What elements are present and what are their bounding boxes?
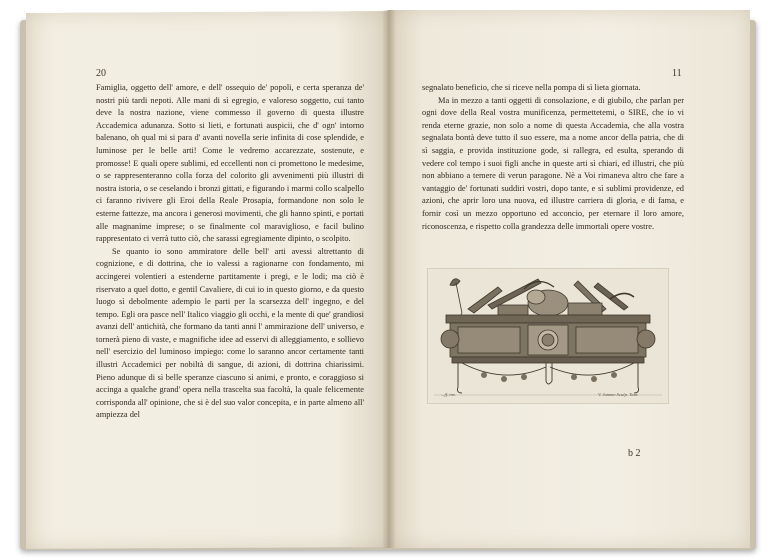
signature-mark: b 2 bbox=[628, 448, 641, 459]
right-paragraph-2: Ma in mezzo a tanti oggetti di consolazione, e di giubilo, che parlan per ogni dove della Real vostra munificenza, permettetemi, o SIRE, che io vi renda eterne grazie, non solo a nome di questa Accademia, che alla vostra segnalata bontà deve tutto il suo essere, ma a nome ancor della patria, che di sì saggia, e provida instituzione gode, si rallegra, ed esulta, sperando di vedere col tempo i suoi figli anche in queste arti sì chiari, ed illustri, che più non abbiano a temere di verun paragone. Nè a Voi rimaneva altro che fare a vantaggio de' fortunati suddiri vostri, dopo tante, e sì sublimi providenze, ed azioni, che aprir loro una nuova, ed illustre carriera di gloria, e di fama, e fornir così un mezzo opportuno ed acconcio, per eternare il loro amore, riconoscenza, e rispetto colla grandezza delle immortali opere vostre. bbox=[422, 95, 684, 231]
left-page-text bbox=[96, 82, 364, 422]
engraved-vignette bbox=[427, 268, 669, 404]
left-paragraph-1: Famiglia, oggetto dell' amore, e dell' ossequio de' popoli, e certa speranza de' nostri più tardi nepoti. Alle mani di sì egregio, e valoreso soggetto, cui tanto deve la nostra nazione, viene commesso il governo di questa illustre Accademica adunanza. Sotto si lieti, e fortunati auspicii, che d' ogn' intorno balenano, oh qual mi si para d' avanti novella serie infinita di cose splendide, e luminose per le belle arti! Come le vedremo accarezzate, sostenute, e promosse! E quali opere sublimi, ed eccellenti non ci promettono le medesime, o se rappresenteranno colla forza del colorito gli avvenimenti più illustri di nostra istoria, o se ceselando i bronzi gittati, e figurando i marmi collo scalpello ci faranno rivivere gli Eroi della Reale Prosapia, formandone non solo le esterne fattezze, ma ancora i generosi movimenti, che gli hanno spinti, e portati alle magnanime imprese; o se finalmente col maraviglioso, e facil bulino rappresentato ci verrà tutto ciò, che sarassi egregiamente dipinto, o scolpito. bbox=[96, 83, 364, 244]
left-paragraph-2: Se quanto io sono ammiratore delle bell' arti avessi altrettanto di cognizione, e di dottrina, che io valessi a ragionarne con fondamento, mi accingerei volentieri a estenderne partitamente i pregi, e le lodi; ma ciò è riservato a quel dotto, e gentil Cavaliere, di cui io in questo giorno, e da questo luogo sì debolmente adempio le parti per la scarsezza dell' ingegno, e del tempo. Egli ora pasce nell' Italico viaggio gli occhi, e la mente di que' grandiosi avanzi dell' antichità, che formano da tanti anni l' ammirazione dell' universo, e tornerà pieno di vaste, e magnifiche idee ad esservi di alleggiamento, e sollievo nell' esercizio del luminoso impiego: come lo saranno ancor certamente tanti illustri Accademici per nobiltà di sangue, di azioni, di dottrina chiarissimi. Pieno adunque di sì belle speranze ciascuno sì animi, e pronto, e coraggioso si accinga a qualche grand' opera nella trascelta sua facoltà, la quale felicemente corrisponda all' opinione, che si è del suo valor concepita, e in parte almeno all' ampiezza del bbox=[96, 246, 364, 420]
vignette-engraving-icon bbox=[428, 269, 668, 403]
left-page-number: 20 bbox=[96, 68, 106, 79]
book-gutter bbox=[382, 10, 396, 548]
right-page-text bbox=[422, 82, 684, 233]
right-paragraph-1: segnalato beneficio, che si riceve nella pompa di sì lieta giornata. bbox=[422, 83, 641, 92]
right-page-number: 11 bbox=[672, 68, 682, 79]
vignette-caption-engraver: V. Jamme Sculp. Taur. bbox=[598, 392, 639, 397]
vignette-caption-inventor: ...ff. inv. bbox=[441, 392, 456, 397]
